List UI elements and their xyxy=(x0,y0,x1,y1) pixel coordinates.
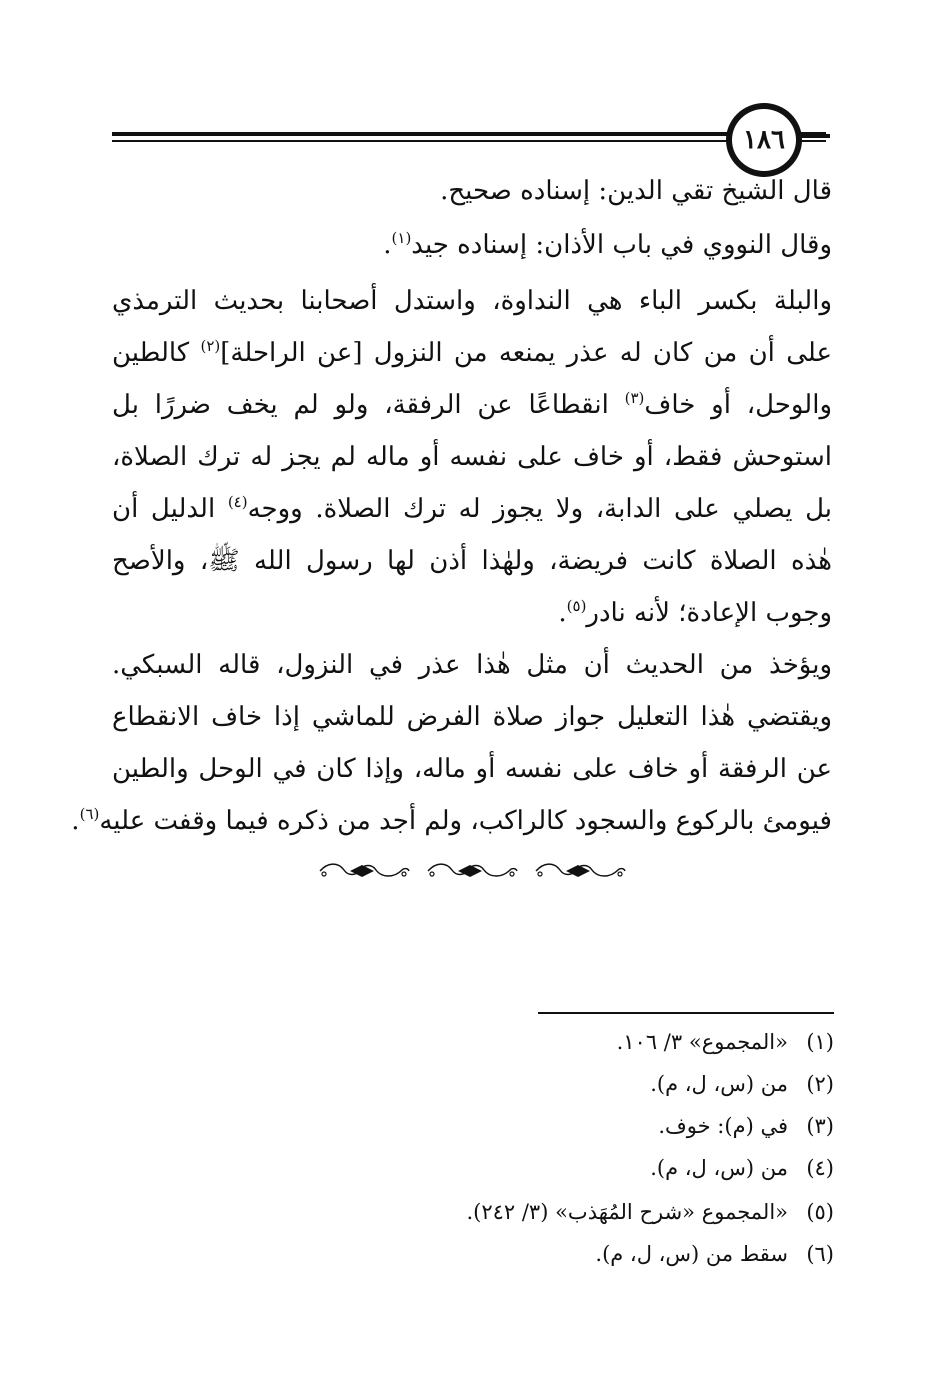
footnote-2 xyxy=(650,1069,834,1099)
header-rule-thin xyxy=(112,140,826,142)
footnote-3 xyxy=(658,1111,834,1141)
footnote-1 xyxy=(617,1027,834,1057)
footnote-marker[interactable]: (٥) xyxy=(566,597,587,615)
footnote-text: «المجموع» ٣/ ١٠٦. xyxy=(616,1030,788,1054)
ornament-flourish-icon xyxy=(316,858,412,884)
footnote-4 xyxy=(650,1153,834,1183)
footnote-number: (٦) xyxy=(806,1242,834,1266)
body-line-11: ويقتضي هٰذا التعليل جواز صلاة الفرض للماشي إذا خاف الانقطاع xyxy=(112,702,832,732)
footnote-6 xyxy=(595,1239,834,1269)
page-number xyxy=(726,103,802,177)
body-line-3: والبلة بكسر الباء هي النداوة، واستدل أصحابنا بحديث الترمذي xyxy=(112,286,832,316)
ornament-flourish-icon xyxy=(532,858,628,884)
body-line-12: عن الرفقة أو خاف على نفسه أو ماله، وإذا كان في الوحل والطين xyxy=(112,754,832,784)
footnote-5 xyxy=(466,1197,834,1227)
header-rule-thick xyxy=(112,132,826,136)
footnote-number: (٤) xyxy=(806,1156,834,1180)
footnote-text: سقط من (س، ل، م). xyxy=(595,1242,788,1266)
section-divider-ornament xyxy=(316,858,628,884)
body-line-9: وجوب الإعادة؛ لأنه نادر$^{(٥)}$. xyxy=(558,597,832,628)
body-line-4: على أن من كان له عذر يمنعه من النزول [عن الراحلة]$^{(٢)}$ كالطين xyxy=(112,337,832,368)
footnote-separator xyxy=(538,1012,834,1014)
footnote-number: (٥) xyxy=(806,1200,834,1224)
footnote-number: (١) xyxy=(806,1030,834,1054)
body-line-8: هٰذه الصلاة كانت فريضة، ولهٰذا أذن لها رسول الله ﷺ، والأصح xyxy=(112,546,832,576)
body-line-6: استوحش فقط، أو خاف على نفسه أو ماله لم يجز له ترك الصلاة، xyxy=(112,442,832,472)
footnote-text: من (س، ل، م). xyxy=(650,1072,788,1096)
body-line-1: قال الشيخ تقي الدين: إسناده صحيح. xyxy=(440,176,832,206)
footnote-marker[interactable]: (٣) xyxy=(624,389,645,407)
page-number-text: ١٨٦ xyxy=(743,125,785,155)
footnote-text: من (س، ل، م). xyxy=(650,1156,788,1180)
footnote-number: (٣) xyxy=(806,1114,834,1138)
footnote-marker[interactable]: (٦) xyxy=(79,805,100,823)
body-line-10: ويؤخذ من الحديث أن مثل هٰذا عذر في النزول، قاله السبكي. xyxy=(112,650,832,680)
body-line-2: وقال النووي في باب الأذان: إسناده جيد$^{(١)}$. xyxy=(383,229,832,260)
footnote-number: (٢) xyxy=(806,1072,834,1096)
footnote-marker[interactable]: (٤) xyxy=(227,493,248,511)
body-line-13: فيومئ بالركوع والسجود كالراكب، ولم أجد من ذكره فيما وقفت عليه$^{(٦)}$. xyxy=(71,805,832,836)
footnote-text: في (م): خوف. xyxy=(658,1114,788,1138)
footnote-text: «المجموع «شرح المُهَذب» (٣/ ٢٤٢). xyxy=(466,1200,788,1224)
footnote-marker[interactable]: (١) xyxy=(391,229,412,247)
footnote-marker[interactable]: (٢) xyxy=(200,337,221,355)
body-line-7: بل يصلي على الدابة، ولا يجوز له ترك الصلاة. ووجه$^{(٤)}$ الدليل أن xyxy=(112,493,832,524)
body-line-5: والوحل، أو خاف$^{(٣)}$ انقطاعًا عن الرفقة، ولو لم يخف ضررًا بل xyxy=(112,389,833,420)
ornament-flourish-icon xyxy=(424,858,520,884)
